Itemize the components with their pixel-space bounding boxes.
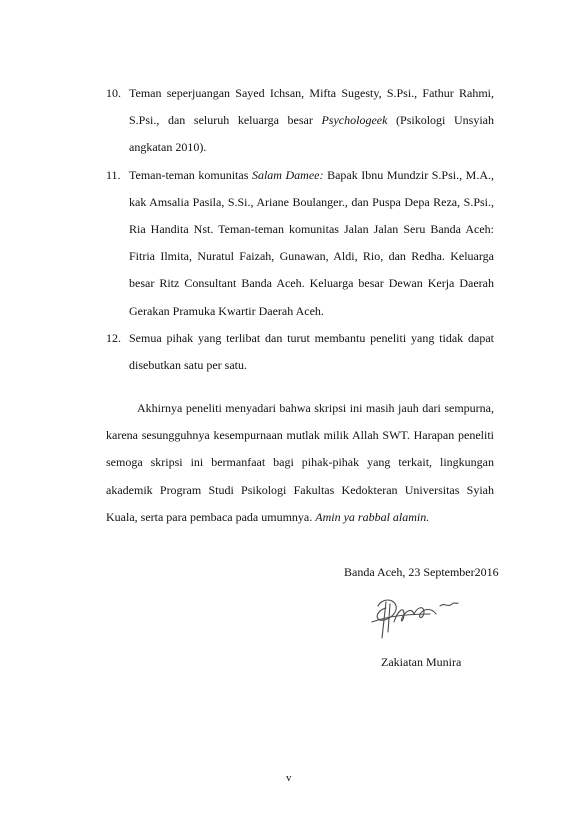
handwritten-signature: [364, 592, 460, 642]
list-item-text: Teman seperjuangan Sayed Ichsan, Mifta Sugesty, S.Psi., Fathur Rahmi, S.Psi., dan seluruh keluarga besar Psychologeek (Psikologi Unsyiah angkatan 2010).: [129, 86, 494, 155]
list-item: [106, 80, 494, 162]
list-item-number: 11.: [106, 167, 121, 182]
closing-paragraph: Akhirnya peneliti menyadari bahwa skripsi ini masih jauh dari sempurna, karena sesungguhnya kesempurnaan mutlak milik Allah SWT. Harapan peneliti semoga skripsi ini bermanfaat bagi pihak-pihak yang terkait, lingkungan akademik Program Studi Psikologi Fakultas Kedokteran Universitas Syiah Kuala, serta para pembaca pada umumnya. Amin ya rabbal alamin.: [106, 401, 494, 524]
closing-prayer: Amin ya rabbal alamin.: [315, 509, 430, 524]
list-item: [106, 162, 494, 325]
list-item-text: Semua pihak yang terlibat dan turut membantu peneliti yang tidak dapat disebutkan satu per satu.: [129, 330, 494, 373]
signer-name: Zakiatan Munira: [381, 655, 462, 669]
list-item: [106, 325, 494, 379]
list-item-text: Teman-teman komunitas Salam Damee: Bapak Ibnu Mundzir S.Psi., M.A., kak Amsalia Pasila, S.Si., Ariane Boulanger., dan Puspa Depa Reza, S.Psi., Ria Handita Nst. Teman-teman komunitas Jalan Jalan Seru Banda Aceh: Fitria Ilmita, Nuratul Faizah, Gunawan, Aldi, Rio, dan Redha. Keluarga besar Ritz Consultant Banda Aceh. Keluarga besar Dewan Kerja Daerah Gerakan Pramuka Kwartir Daerah Aceh.: [129, 167, 495, 318]
place-and-date: Banda Aceh, 23 September2016: [344, 565, 499, 579]
list-item-number: 12.: [106, 330, 121, 345]
list-item-number: 10.: [106, 86, 121, 100]
acknowledgement-list: [106, 80, 494, 379]
page-number: v: [286, 772, 292, 784]
